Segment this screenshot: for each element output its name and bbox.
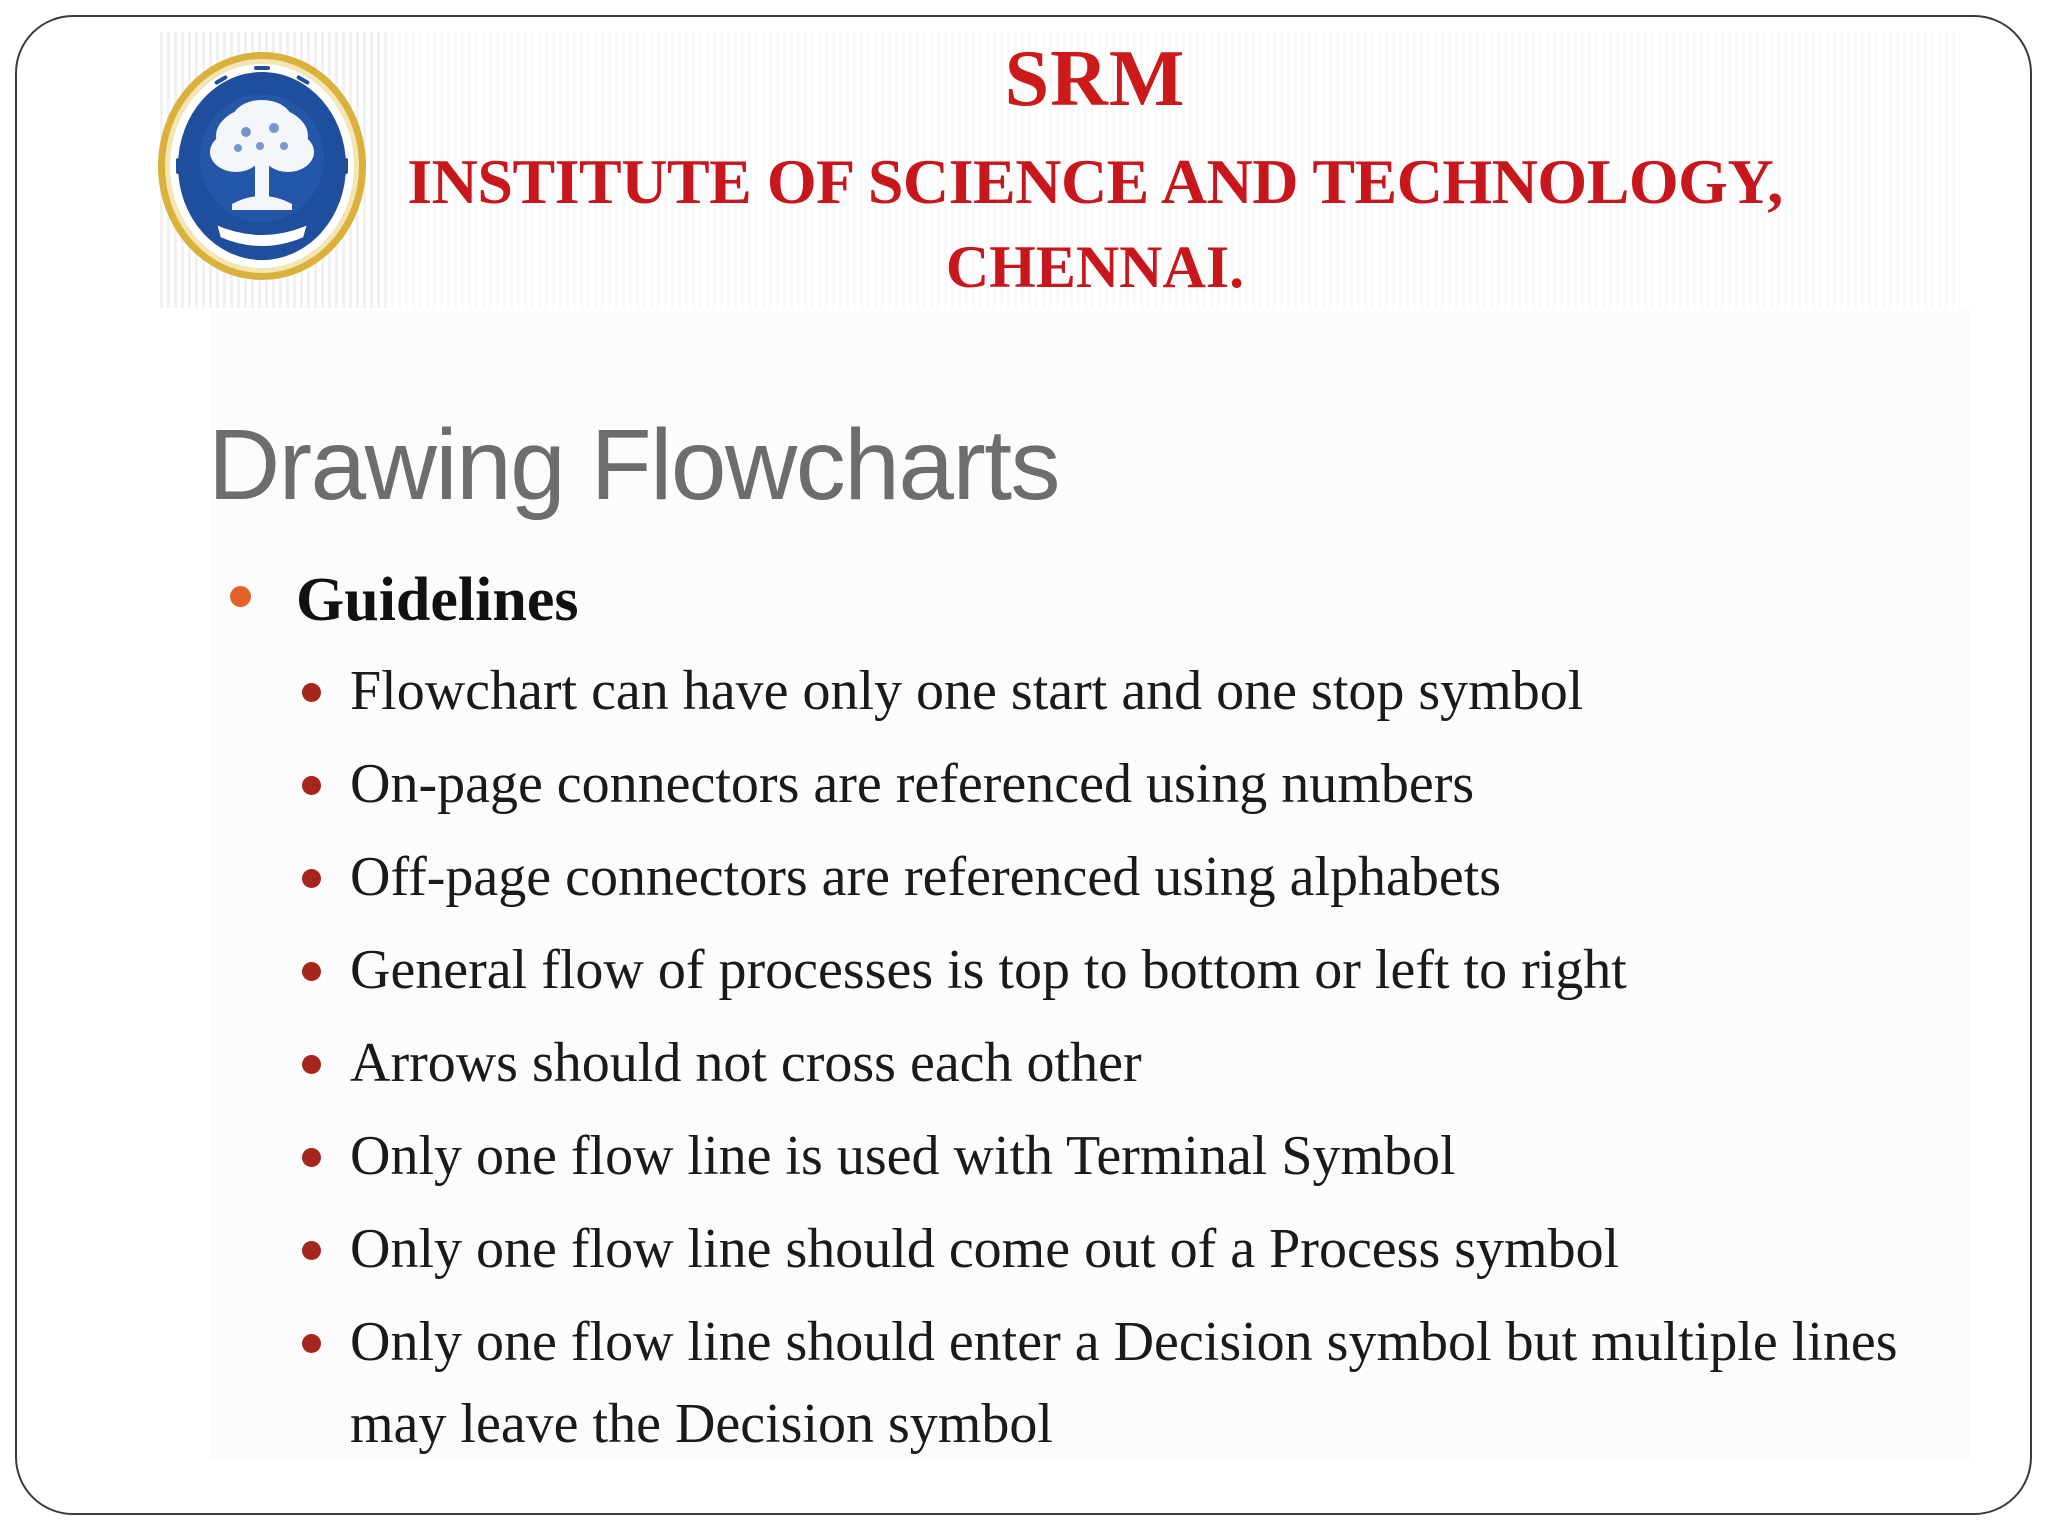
list-item [300,836,1980,918]
list-item-text: On-page connectors are referenced using numbers [350,753,1475,815]
list-item-text: Flowchart can have only one start and one stop symbol [350,660,1584,722]
guidelines-list [300,650,1980,1476]
bullet-dot-icon [230,586,251,607]
list-item [300,1301,1980,1465]
slide-title: Drawing Flowcharts [208,409,1060,521]
srm-tree-emblem-icon [154,48,370,284]
list-item-text: Only one flow line should come out of a Process symbol [350,1218,1620,1280]
list-item [300,1115,1980,1197]
list-item [300,650,1980,732]
list-item [300,1022,1980,1104]
bullet-dot-icon [302,1148,321,1167]
institute-name-banner [390,32,1800,308]
bullet-dot-icon [302,1241,321,1260]
list-item-text: Arrows should not cross each other [350,1032,1142,1094]
bullet-dot-icon [302,869,321,888]
bullet-dot-icon [302,1055,321,1074]
list-item [300,1208,1980,1290]
list-item-text: Only one flow line should enter a Decision symbol but multiple lines may leave the Decision symbol [350,1311,1898,1455]
banner-line-city: CHENNAI. [945,234,1245,300]
bullet-dot-icon [302,683,321,702]
list-item [300,929,1980,1011]
bullet-dot-icon [302,962,321,981]
section-label: Guidelines [296,566,579,634]
list-item-text: Only one flow line is used with Terminal Symbol [350,1125,1456,1187]
list-item [300,743,1980,825]
bullet-dot-icon [302,1334,321,1353]
bullet-dot-icon [302,776,321,795]
banner-line-institute: INSTITUTE OF SCIENCE AND TECHNOLOGY, [407,146,1783,217]
list-item-text: Off-page connectors are referenced using alphabets [350,846,1502,908]
list-item-text: General flow of processes is top to bottom or left to right [350,939,1627,1001]
banner-line-srm: SRM [1004,35,1186,123]
section-heading [230,560,579,640]
